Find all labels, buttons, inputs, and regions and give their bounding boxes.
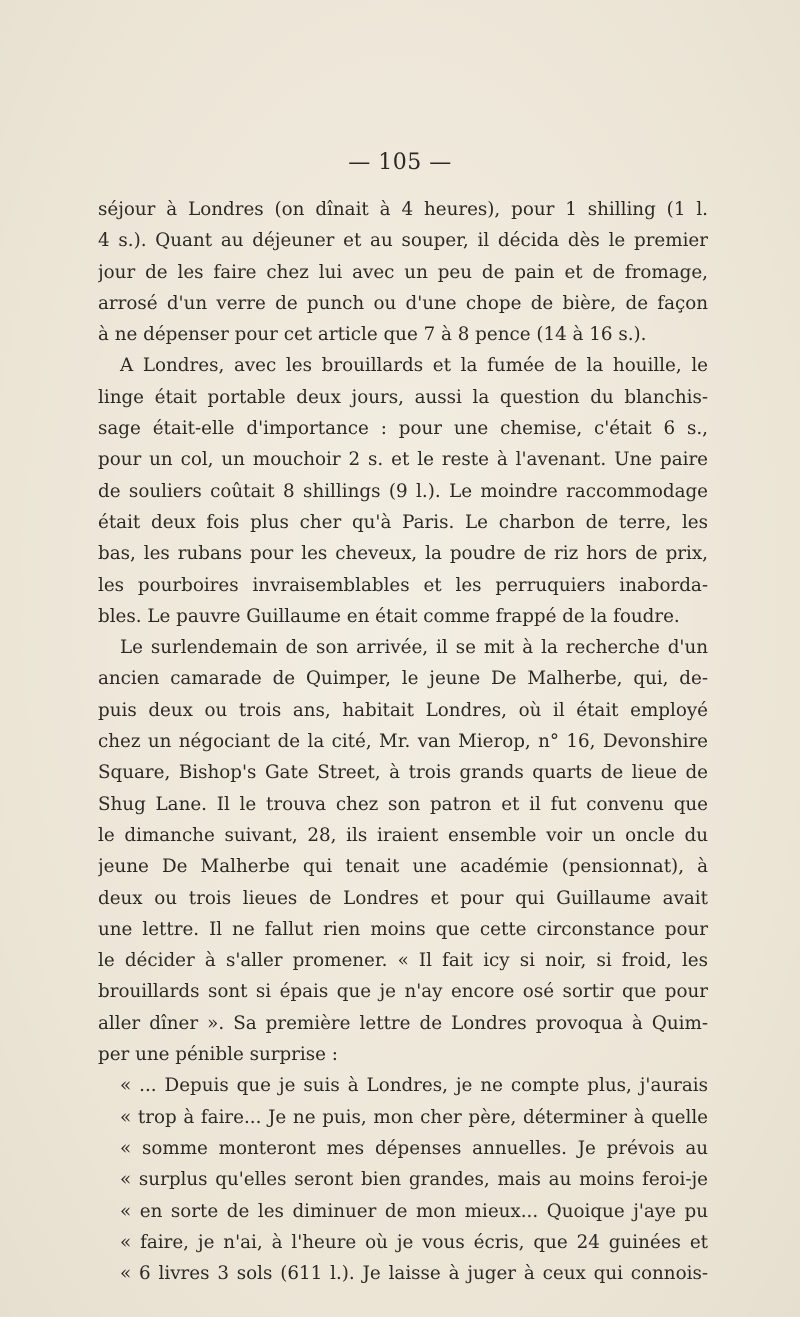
text-line: de souliers coûtait 8 shillings (9 l.). Le moindre raccommodage xyxy=(98,480,708,502)
quote-line: « surplus qu'elles seront bien grandes, mais au moins feroi-je xyxy=(120,1169,708,1191)
text-line: était deux fois plus cher qu'à Paris. Le charbon de terre, les xyxy=(98,511,708,533)
text-line: linge était portable deux jours, aussi la question du blanchis- xyxy=(98,386,708,408)
quote-line: « en sorte de les diminuer de mon mieux... Quoique j'aye pu xyxy=(120,1200,708,1222)
text-line: puis deux ou trois ans, habitait Londres, où il était employé xyxy=(98,699,708,721)
text-line: pour un col, un mouchoir 2 s. et le reste à l'avenant. Une paire xyxy=(98,449,708,471)
text-line: aller dîner ». Sa première lettre de Londres provoqua à Quim- xyxy=(98,1012,708,1034)
text-line: per une pénible surprise : xyxy=(98,1044,338,1066)
text-line: 4 s.). Quant au déjeuner et au souper, il décida dès le premier xyxy=(98,230,708,252)
text-line: Shug Lane. Il le trouva chez son patron et il fut convenu que xyxy=(98,793,708,815)
text-line: à ne dépenser pour cet article que 7 à 8 pence (14 à 16 s.). xyxy=(98,324,647,346)
text-line: séjour à Londres (on dînait à 4 heures), pour 1 shilling (1 l. xyxy=(98,199,708,220)
text-line: bles. Le pauvre Guillaume en était comme frappé de la foudre. xyxy=(98,605,680,627)
quote-line: « faire, je n'ai, à l'heure où je vous écris, que 24 guinées et xyxy=(120,1231,708,1253)
text-line: sage était-elle d'importance : pour une chemise, c'était 6 s., xyxy=(98,418,708,440)
text-line: arrosé d'un verre de punch ou d'une chope de bière, de façon xyxy=(98,292,708,314)
text-line: jeune De Malherbe qui tenait une académie (pensionnat), à xyxy=(98,856,708,878)
quote-line: « trop à faire... Je ne puis, mon cher père, déterminer à quelle xyxy=(120,1106,708,1128)
text-line: chez un négociant de la cité, Mr. van Mierop, n° 16, Devonshire xyxy=(98,731,708,753)
text-line: deux ou trois lieues de Londres et pour qui Guillaume avait xyxy=(98,887,708,909)
quote-line: « somme monteront mes dépenses annuelles. Je prévois au xyxy=(120,1137,708,1159)
text-line: ancien camarade de Quimper, le jeune De Malherbe, qui, de- xyxy=(98,668,708,690)
text-line: les pourboires invraisemblables et les perruquiers inaborda- xyxy=(98,574,708,596)
quote-line: « ... Depuis que je suis à Londres, je ne compte plus, j'aurais xyxy=(120,1075,708,1097)
text-line: A Londres, avec les brouillards et la fumée de la houille, le xyxy=(120,355,708,377)
text-line: bas, les rubans pour les cheveux, la poudre de riz hors de prix, xyxy=(98,543,708,565)
text-line: brouillards sont si épais que je n'ay encore osé sortir que pour xyxy=(98,981,708,1003)
text-line: le dimanche suivant, 28, ils iraient ensemble voir un oncle du xyxy=(98,824,708,846)
page-body-text xyxy=(98,194,708,1289)
quote-line: « 6 livres 3 sols (611 l.). Je laisse à juger à ceux qui connois- xyxy=(120,1263,708,1285)
text-line: Le surlendemain de son arrivée, il se mit à la recherche d'un xyxy=(120,637,708,659)
text-line: le décider à s'aller promener. « Il fait icy si noir, si froid, les xyxy=(98,950,708,972)
text-line: une lettre. Il ne fallut rien moins que cette circonstance pour xyxy=(98,918,708,940)
text-line: Square, Bishop's Gate Street, à trois grands quarts de lieue de xyxy=(98,762,708,784)
page-number: — 105 — xyxy=(348,150,452,175)
text-line: jour de les faire chez lui avec un peu de pain et de fromage, xyxy=(98,261,708,283)
